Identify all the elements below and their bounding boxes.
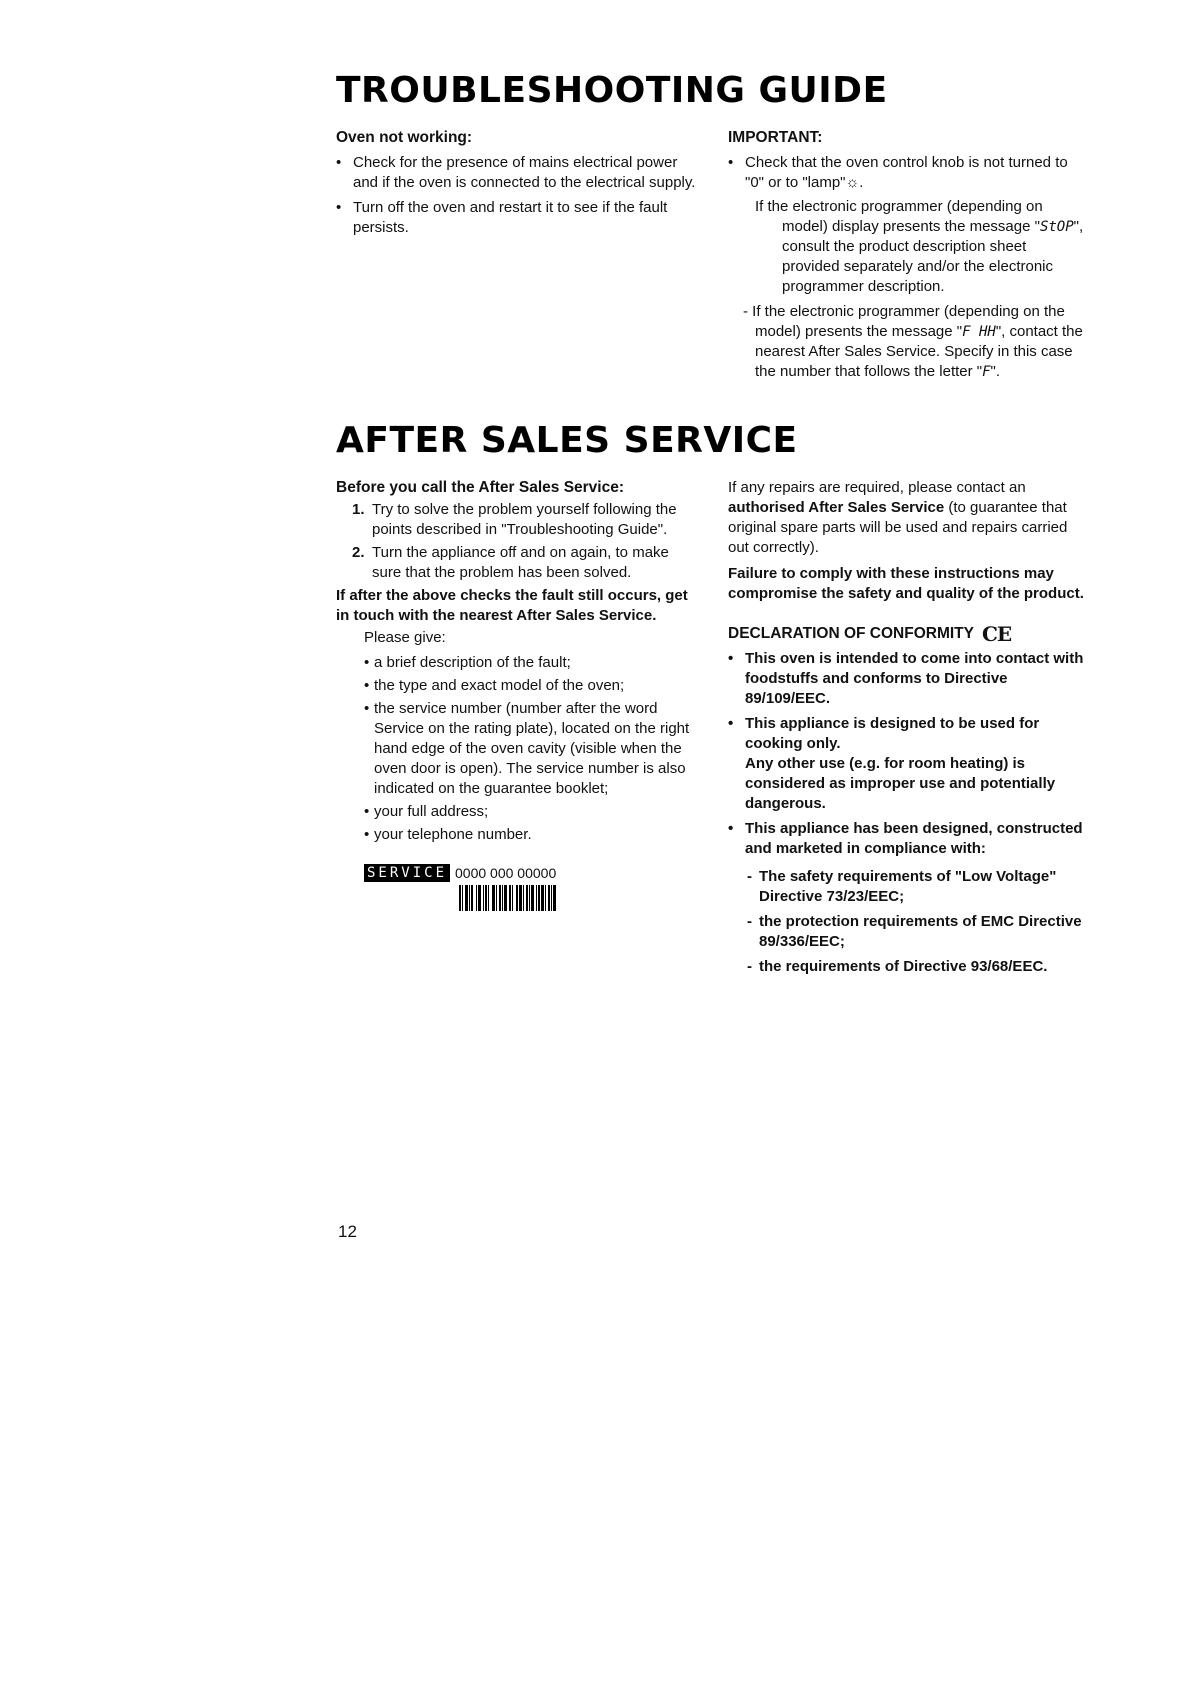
important-list — [728, 153, 1088, 193]
troubleshooting-title: TROUBLESHOOTING GUIDE — [336, 70, 888, 111]
repairs-text: If any repairs are required, please contact an — [728, 479, 1026, 496]
list-item: - The safety requirements of "Low Voltage" Directive 73/23/EEC; — [745, 867, 1088, 907]
note-text: ", consult the product description sheet provided separately and/or the electronic programmer description. — [782, 218, 1084, 295]
service-label: SERVICE — [364, 864, 450, 882]
programmer-note-fhh: - If the electronic programmer (depending on the model) presents the message "F HH", contact the nearest After Sales Service. Specify in this case the number that follows the letter "F". — [743, 303, 1083, 380]
note-text: If the electronic programmer (depending on model) display presents the message " — [755, 198, 1043, 235]
authorised-service: authorised After Sales Service — [728, 499, 945, 516]
list-item: • Turn off the oven and restart it to see if the fault persists. — [336, 198, 696, 238]
programmer-notes — [728, 197, 1088, 382]
service-plate — [336, 863, 696, 911]
list-item — [728, 153, 1088, 193]
list-item: - the requirements of Directive 93/68/EEC. — [745, 957, 1088, 977]
display-code: F — [982, 364, 991, 380]
declaration-text: This appliance is designed to be used for cooking only. — [745, 715, 1040, 752]
service-number: 0000 000 00000 — [455, 865, 557, 881]
list-item: • your full address; — [364, 802, 696, 822]
list-item: • your telephone number. — [364, 825, 696, 845]
oven-not-working-section — [336, 128, 696, 243]
note-text: If the electronic programmer (depending on the model) presents the message " — [752, 303, 1065, 340]
list-item: - the protection requirements of EMC Directive 89/336/EEC; — [745, 912, 1088, 952]
declaration-list — [728, 649, 1088, 859]
list-item: • This appliance has been designed, constructed and marketed in compliance with: — [728, 819, 1088, 859]
important-item-text: Check that the oven control knob is not turned to "0" or to "lamp" — [745, 154, 1068, 191]
after-sales-title: AFTER SALES SERVICE — [336, 420, 798, 461]
please-give-label: Please give: — [364, 629, 446, 646]
oven-not-working-heading: Oven not working: — [336, 129, 473, 146]
important-section — [728, 128, 1088, 382]
oven-not-working-list — [336, 153, 696, 238]
repairs-paragraph — [728, 478, 1088, 558]
declaration-header — [728, 624, 1088, 644]
list-item — [728, 714, 1088, 814]
list-item: • a brief description of the fault; — [364, 653, 696, 673]
after-sales-left — [336, 478, 696, 911]
note-text: ", contact the nearest After Sales Service. Specify in this case the number that follows the letter " — [755, 323, 1083, 380]
list-item: • the type and exact model of the oven; — [364, 676, 696, 696]
list-item: • Check for the presence of mains electrical power and if the oven is connected to the electrical supply. — [336, 153, 696, 193]
list-item: • This oven is intended to come into contact with foodstuffs and conforms to Directive 89/109/EEC. — [728, 649, 1088, 709]
display-code: StOP — [1039, 219, 1074, 235]
list-item — [336, 500, 696, 540]
before-call-heading: Before you call the After Sales Service: — [336, 479, 625, 496]
repairs-text: (to guarantee that original spare parts will be used and repairs carried out correctly). — [728, 499, 1068, 556]
other-use-text: Any other use (e.g. for room heating) is considered as improper use and potentially dangerous. — [745, 755, 1056, 812]
after-sales-right — [728, 478, 1088, 982]
important-heading: IMPORTANT: — [728, 129, 823, 146]
ce-mark-icon: CE — [981, 622, 1012, 646]
programmer-note-stop — [755, 197, 1088, 297]
lamp-icon: ☼ — [845, 174, 860, 191]
steps-list — [336, 500, 696, 583]
display-code: F HH — [962, 324, 996, 340]
note-text: ". — [990, 363, 1001, 380]
step-text: Try to solve the problem yourself following the points described in "Troubleshooting Guide". — [372, 501, 677, 538]
barcode — [459, 885, 696, 911]
give-list — [336, 653, 696, 845]
list-item: • the service number (number after the word Service on the rating plate), located on the right hand edge of the oven cavity (visible when the oven door is open). The service number is also indicated on the guarantee booklet; — [364, 699, 696, 799]
list-item — [336, 543, 696, 583]
failure-warning: Failure to comply with these instructions may compromise the safety and quality of the product. — [728, 565, 1084, 602]
important-item-suffix: . — [859, 174, 864, 191]
step-number: 1. — [352, 501, 365, 518]
if-after-notice: If after the above checks the fault still occurs, get in touch with the nearest After Sales Service. — [336, 587, 688, 624]
requirements-list — [728, 867, 1088, 977]
declaration-heading: DECLARATION OF CONFORMITY — [728, 625, 974, 642]
step-number: 2. — [352, 544, 365, 561]
page-number: 12 — [338, 1222, 357, 1241]
step-text: Turn the appliance off and on again, to make sure that the problem has been solved. — [372, 544, 669, 581]
